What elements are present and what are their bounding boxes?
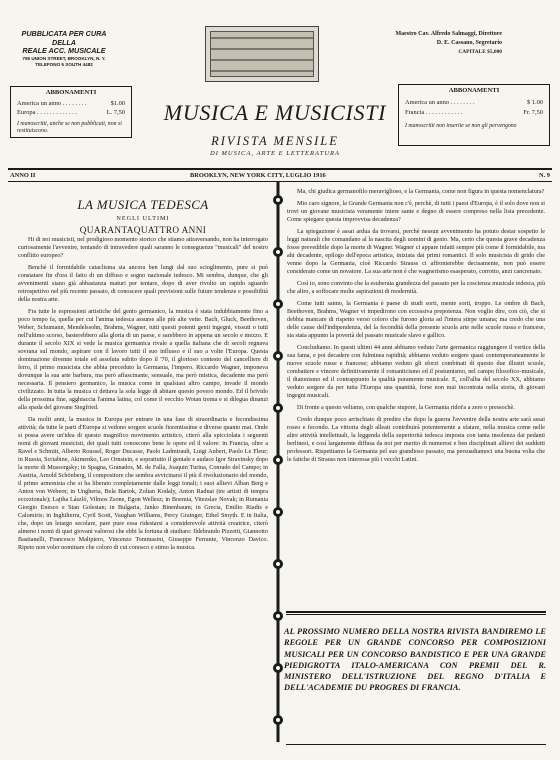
article-title-block bbox=[18, 197, 268, 235]
paragraph: Da molti anni, la musica in Europa per entrare in una fase di straordinaria e fecondissima attività; da tutte le parti d'Europa si vedono sorgere scuole fiorentissime e diverse quanto mai. Onde si possa avere un'idea di questo magnifico movimento artistico, citerò alla spicciolata i seguenti nomi di giovani musicisti, dei quali tutti conoscono bene le opere ed il valore: in Francia, oltre a Ravel e Schmitt, Alberto Roussel, Roger Ducasse, Paolo Ladmirault, Luigi Aubert, Paolo Le Fleur; in Russia, Scriabine, Akimenko, Leo Ornstein, e soprattutto il geniale e audace Igor Stravinsky dopo la morte di Mussorgsky; in Spagna, Granados, M. de Falla, Joaquin Turina, Conrado del Campo; in Austria, Arnold Schönberg, il compositore che sembra avvicinarsi il più il rivoluzionario del mondo, il primo armonista che si ha liberato completamente dalle leggi tonali; i suoi allievi Alban Berg e Anton von Webern; in Ungheria, Bela Bartok, Zoltan Kodaly, Anton Radnai (tre artisti di tempra eccezionale); Lajtha László, Vilmos Zsone, Egon Wellesz; in Boemia, Vitezslav Novak; in Rumania Giorgio Enesco e Stan Golestan; in Bulgaria, Janko Binenbaum; in Grecia, Emilio Riadis e Calomiris; in Inghilterra, Cyril Scott, Vaughan Williams, Percy Grainger, Ethel Smyth. E in Italia, che, dopo un letargo secolare, pare pure essa ridestarsi a considerevole attività creatrice, citerò almeno i nomi di quei giovani valorosi che ebbi la fortuna di studiare: Ildebrando Pizzetti, Giannotto Bastianelli, Francesco Malipiero, Vincenzo Tommasini, Giuseppe Ferrante, Vincenzo Davico. Ripeto non voler nominare che coloro di cui conosco e stimo la musica. bbox=[18, 416, 268, 551]
article-subtitle: NEGLI ULTIMI bbox=[116, 215, 170, 222]
subscription-note: I manoscritti non inserite se non gli pervengono bbox=[405, 123, 517, 129]
editor-line: D. E. Cassano, Segretario bbox=[436, 39, 502, 46]
place-date: BROOKLYN, NEW YORK CITY, LUGLIO 1916 bbox=[190, 172, 326, 179]
article-title: LA MUSICA TEDESCA bbox=[77, 197, 209, 212]
issue-count: N. 9 bbox=[538, 172, 550, 179]
decorative-banner bbox=[205, 26, 319, 82]
masthead bbox=[150, 100, 400, 158]
paragraph: Fra tutte le espressioni artistiche del genio germanico, la musica è stata indubbiamente fino a poco tempo fa, quella per cui l'anima tedesca assurse alle più alte vette. Bach, Gluck, Beethoven, Weber, Schumann, Mendelssohn, Brahms, Wagner, tutti questi potenti genii ingegni, vissuti o tutti nell'ultimo scorso, basterebbero alla gloria di un paese, e sarebbero in appena un secolo e mezzo. E durante il secolo XIX si vede la musica germanica rivale a quella italiana che di secoli regnava sovrana sul mondo, aspirare con il lavoro tutti il suo influsso e il suo a volte l'Europa. Questa dominazione divenne totale ed assoluta subito dopo il '70, il glorioso contesto del cancelliere di ferro, il primo musicista che abbia preceduto la Germania, l'impero. Riccardo Wagner, imponeva dovunque la sua arte barbara, ma però affascinante, sensuale, ma però mistica, decadente ma però necessaria. Il pensiero germanico, la musica come in qualsiasi altro campo, invade il mondo civilizzato. In tutta la musica ci dettava la sola legge di abitare questo povero mondo. Ed il brivido della prossima fine, agghiaccia l'anima latina, col come il vecchio Wotan trema e si dilegua dinanzi alla spada del giovane Siegfried. bbox=[18, 308, 268, 411]
paragraph: Così io, sono convinto che la esuberata grandezza del passato per la coscienza musicale tedesca, più che altro, a soffocare molte aspirazioni di modernità. bbox=[287, 280, 545, 295]
banner-illustration bbox=[210, 31, 314, 77]
editorial-block bbox=[342, 30, 502, 57]
masthead-subtitle: RIVISTA MENSILE bbox=[211, 134, 339, 148]
subscription-row: Francia . . . . . . . . . . . . Fr. 7,50 bbox=[405, 109, 543, 116]
subscription-box-left bbox=[10, 86, 132, 138]
publisher-line: PUBBLICATA PER CURA bbox=[21, 29, 107, 38]
dateline-top-rule bbox=[8, 168, 552, 170]
announcement-top-rule-thin bbox=[286, 614, 546, 615]
paragraph: Di fronte a questo veliamo, con qualche stupore, la Germania ridot'a a zero o pressochè. bbox=[297, 404, 515, 411]
masthead-tagline: DI MUSICA, ARTE E LETTERATURA bbox=[210, 150, 340, 157]
subscription-title: ABBONAMENTI bbox=[45, 89, 97, 96]
article-subtitle-2: QUARANTAQUATTRO ANNI bbox=[79, 225, 207, 235]
publisher-block bbox=[8, 30, 120, 68]
editor-line: Maestro Cav. Alfredo Salmaggi, Direttore bbox=[395, 31, 502, 37]
announcement: AL PROSSIMO NUMERO DELLA NOSTRA RIVISTA BANDIREMO LE REGOLE PER UN GRANDE CONCORSO PER COMPOSIZIONI MUSICALI PER UN CONCORSO BANDISTICO E PER UNA GRANDE PIEDIGROTTA ITALO-AMERICANA CON PREMII DEL R. MINISTERO DELL'ISTRUZIONE DEL REGNO D'ITALIA E DELL'ACADEMIE DU PROGRES DI FRANCIA. bbox=[284, 627, 546, 693]
paragraph: Concludiamo. In questi ultimi 44 anni abbiamo veduto l'arte germanica raggiungere il vertice della sua fama, e poi decadere con fulminea rapidità; abbiamo veduto sorgere quasi contemporaneamente le nuove scuole russe e francese; abbiamo veduto gli sforzi combinati di questo due illustri scuole, combattere e vincere definitivamente il romanticismo ed il postumismo, nel campo filosofico-musicale, il diatonismo ed il contrappunto la qualità puramente musicale. E, coll'alba del secolo XX, abbiamo veduto sorgere da per tutta l'Europa una quantità, forse non mai incontrata nella storia, di giovani ingegni musicali. bbox=[287, 344, 545, 399]
paragraph: Hi di noi musicisti, nel prodigioso momento storico che stiamo attraversando, non ha interrogato curiosamente l'avvenire, tentando di intravedere quali saranno le conseguenze "musicali" del nostro conflitto europeo? bbox=[18, 236, 268, 259]
announcement-top-rule bbox=[286, 611, 546, 613]
publisher-line: REALE ACC. MUSICALE bbox=[22, 46, 106, 56]
article-column-left bbox=[18, 236, 268, 736]
subscription-title: ABBONAMENTI bbox=[448, 87, 500, 94]
publisher-phone: TELEFONO 5 SOUTH 4482 bbox=[35, 61, 93, 67]
issue-number: ANNO II bbox=[10, 172, 36, 179]
paragraph: Credo dunque poco arrischiato di predire che dopo la guerra l'avvenire della nostra arte sarà assai roseo e fecondo. La vittoria degli alleati contribuirà potentemente a sfatare, nella musica come nelle altre attività intellettuali, la leggenda della superiorità tedesca imposta con tanta insolenza dai pedanti berlinesi, e così largamente diffusa da noi per merito di numerosi e ben disciplinati allievi dei suddetti professori. Rispettiamo la Germania pel suo grandioso passato, ma persuadiamoci una buona volta che le fatiche di Strauss non interessa più i vecchi Latini. bbox=[287, 416, 545, 463]
paragraph: Come tutti sanno, la Germania è paese di studi sorti, mente sorti, troppo. Le ombre di Bach, Beethoven, Brahms, Wagner vi impedirono con eccessiva prepotenza. Non voglio dire, con ciò, che si debbia mancare di rispetto verso coloro che furono gloria ad l'intera stirpe umana; ma credo che una delle cause dell'indipendenza, del la fecondità della presente scuola arte nelle scuole russa e francese, sia stata appunto la povertà del passato musicale slavo e gallico. bbox=[287, 300, 545, 339]
paragraph: La spiegazione è assai ardua da trovarsi, perchè nessun avvenimento ha potuto destar sospetto le leggi naturali che comandano al la nascita degli uomini di genio. Ma, certo che questa grave decadenza fosse prevedibile dopo la morte di Wagner. Wagner ci appare infatti sempre più come il formidabile, ma ahi decadente, epilogo dell'epoca artistica, iniziata dai primi romantici. Il solo musicista di grido che venne dopo la Germania, cioè Riccardo Strauss ci affronterebbe decisamente, non può essere considerato come un novatore. La sua arte non è che wagnerismo esasperato, corrotto, anzi cancrenato. bbox=[287, 228, 545, 275]
subscription-note: I manoscritti, anche se non pubblicati, non si restituiscono. bbox=[17, 121, 122, 134]
subscription-row: America un anno . . . . . . . . $1.00 bbox=[17, 100, 125, 107]
article-column-right bbox=[287, 188, 545, 608]
paragraph: Ma, chi giudica germanofilo meraviglioso, e la Germania, come non figura in questa nomenclatura? bbox=[297, 188, 545, 195]
masthead-title: MUSICA E MUSICISTI bbox=[163, 100, 387, 125]
paragraph: Mio caro signore, la Grande Germania non c'è, perchè, di tutti i paesi d'Europa, è il solo dove non si trovi un giovane musicista veramente intere sante e degno di essere compreso nella lista precedente. Come spiegare questa improvvisa decadenza? bbox=[287, 200, 545, 223]
announcement-bottom-rule bbox=[286, 744, 546, 745]
subscription-row: Europa . . . . . . . . . . . . . L. 7,50 bbox=[17, 109, 125, 116]
capital-line: CAPITALE $5,000 bbox=[458, 49, 502, 55]
subscription-box-right bbox=[398, 84, 550, 146]
subscription-row: America un anno . . . . . . . . $ 1.00 bbox=[405, 99, 543, 106]
publisher-line: DELLA bbox=[52, 37, 76, 47]
paragraph: Benchè il formidabile cataclisma sia ancora ben lungi dal suo scioglimento, pure si può constatare fin d'ora il fatto di un diffuso e sogno nazionale tedesco. Mi sembra, dunque, che gli avvenimenti siano già abbastanza maturi per tentare, dopo di aver rivolto un rapido sguardo retrospettivo nel più recente passato, di conoscere quali previsioni sulle future tendenze e possibilità della nostra arte. bbox=[18, 264, 268, 303]
publisher-address: 755 UNION STREET, BROOKLYN, N. Y. bbox=[22, 55, 106, 61]
